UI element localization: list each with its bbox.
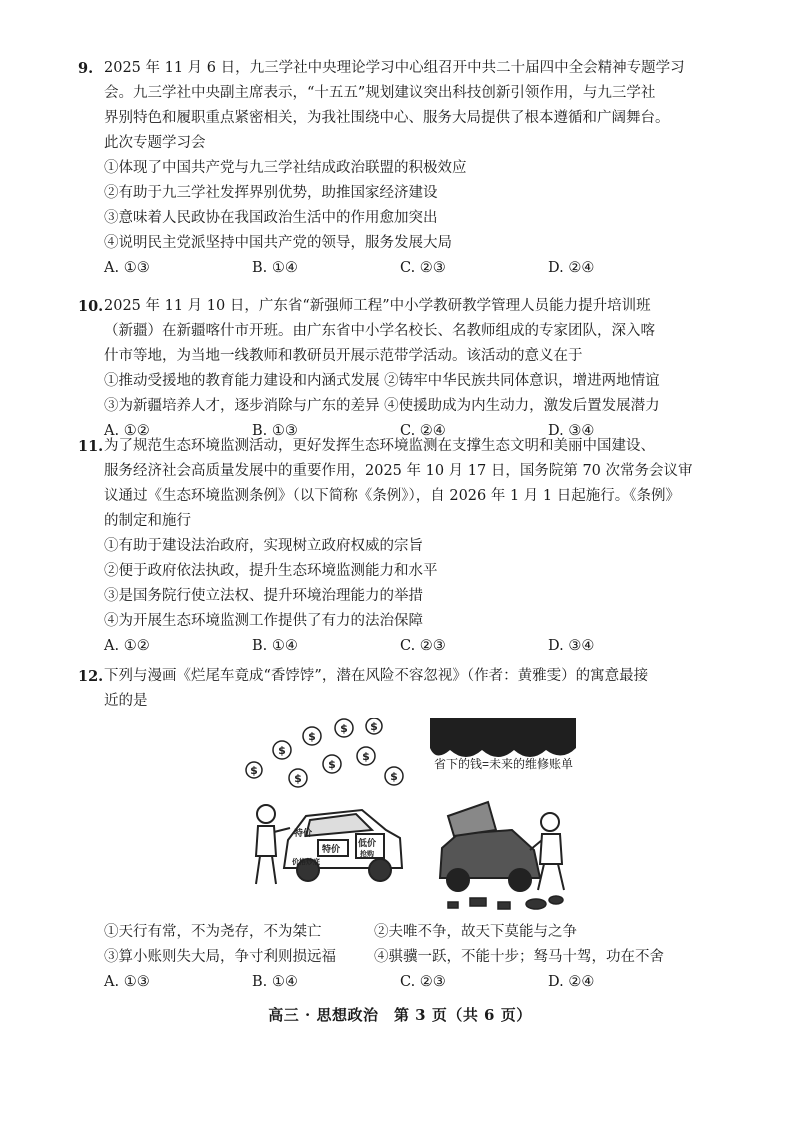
options-row xyxy=(104,970,704,995)
cartoon-caption: 省下的钱=未来的维修账单 xyxy=(434,757,574,771)
answer-item: ③算小账则失大局，争寸利则损远福 xyxy=(104,949,336,965)
answer-item-row xyxy=(104,945,704,970)
coin-shower xyxy=(246,718,403,787)
question-stem-line: 近的是 xyxy=(104,693,148,709)
option-c[interactable]: C. ②④ xyxy=(400,423,446,439)
question-stem-line: 界别特色和履职重点紧密相关，为我社围绕中心、服务大局提供了根本遵循和广阔舞台。 xyxy=(104,110,670,126)
coin-symbol: $ xyxy=(370,720,378,733)
scattered-car-parts xyxy=(448,896,563,909)
question-number: 12. xyxy=(78,668,104,685)
answer-item: ④说明民主党派坚持中国共产党的领导，服务发展大局 xyxy=(104,235,452,251)
options-row xyxy=(104,256,704,281)
option-d[interactable]: D. ②④ xyxy=(548,974,595,990)
question-stem-line: 2025 年 11 月 10 日，广东省“新强师工程”中小学教研教学管理人员能力提升培训班 xyxy=(104,298,651,314)
option-a[interactable]: A. ①② xyxy=(104,423,150,439)
question-stem-line: 此次专题学习会 xyxy=(104,135,206,151)
option-b[interactable]: B. ①③ xyxy=(252,423,298,439)
option-a[interactable]: A. ①③ xyxy=(104,974,150,990)
coin-symbol: $ xyxy=(390,770,398,783)
question-10 xyxy=(78,294,704,444)
answer-item: ②便于政府依法执政，提升生态环境监测能力和水平 xyxy=(104,563,438,579)
answer-item: ③是国务院行使立法权、提升环境治理能力的举措 xyxy=(104,588,423,604)
question-12 xyxy=(78,664,704,714)
coin-symbol: $ xyxy=(362,750,370,763)
question-11 xyxy=(78,434,704,659)
question-stem-line: 2025 年 11 月 6 日，九三学社中央理论学习中心组召开中共二十届四中全会精神专题学习 xyxy=(104,60,685,76)
option-c[interactable]: C. ②③ xyxy=(400,638,446,654)
answer-item: ①体现了中国共产党与九三学社结成政治联盟的积极效应 xyxy=(104,160,467,176)
question-stem-line: 什市等地，为当地一线教师和教研员开展示范带学活动。该活动的意义在于 xyxy=(104,348,583,364)
option-d[interactable]: D. ②④ xyxy=(548,260,595,276)
coin-symbol: $ xyxy=(250,764,258,777)
option-c[interactable]: C. ②③ xyxy=(400,974,446,990)
cartoon-illustration xyxy=(244,718,584,918)
option-d[interactable]: D. ③④ xyxy=(548,423,595,439)
answer-item: ④骐骥一跃，不能十步；驽马十驾，功在不舍 xyxy=(374,949,664,965)
question-stem-line: 下列与漫画《烂尾车竟成“香饽饽”，潜在风险不容忽视》（作者：黄雅雯）的寓意最接 xyxy=(104,668,649,684)
question-12-items xyxy=(104,920,704,995)
coin-symbol: $ xyxy=(340,722,348,735)
car-price-tag: 特价 xyxy=(322,844,341,854)
option-a[interactable]: A. ①② xyxy=(104,638,150,654)
answer-item: ③为新疆培养人才，逐步消除与广东的差异 ④使援助成为内生动力，激发后置发展潜力 xyxy=(104,398,660,414)
answer-item: ①推动受援地的教育能力建设和内涵式发展 ②铸牢中华民族共同体意识，增进两地情谊 xyxy=(104,373,660,389)
coin-symbol: $ xyxy=(328,758,336,771)
option-c[interactable]: C. ②③ xyxy=(400,260,446,276)
answer-item: ①天行有常，不为尧存，不为桀亡 xyxy=(104,924,322,940)
question-stem-line: 为了规范生态环境监测活动，更好发挥生态环境监测在支撑生态文明和美丽中国建设、 xyxy=(104,438,655,454)
option-a[interactable]: A. ①③ xyxy=(104,260,150,276)
answer-item: ④为开展生态环境监测工作提供了有力的法治保障 xyxy=(104,613,423,629)
option-b[interactable]: B. ①④ xyxy=(252,974,298,990)
happy-buyer-figure xyxy=(256,805,290,884)
question-stem-line: 议通过《生态环境监测条例》（以下简称《条例》），自 2026 年 1 月 1 日起施行。《条例》 xyxy=(104,488,681,504)
answer-item: ②有助于九三学社发挥界别优势，助推国家经济建设 xyxy=(104,185,438,201)
options-row xyxy=(104,634,704,659)
discount-car xyxy=(284,810,402,881)
page-footer: 高三 · 思想政治 第 3 页（共 6 页） xyxy=(268,1006,532,1024)
question-stem-line: （新疆）在新疆喀什市开班。由广东省中小学名校长、名教师组成的专家团队，深入喀 xyxy=(104,323,655,339)
question-9 xyxy=(78,56,704,281)
option-b[interactable]: B. ①④ xyxy=(252,638,298,654)
answer-item: ①有助于建设法治政府，实现树立政府权威的宗旨 xyxy=(104,538,423,554)
question-number: 9. xyxy=(78,60,94,77)
question-number: 11. xyxy=(78,438,104,455)
broken-down-car xyxy=(440,802,540,891)
question-stem-line: 会。九三学社中央副主席表示，“十五五”规划建议突出科技创新引领作用，与九三学社 xyxy=(104,85,656,101)
coin-symbol: $ xyxy=(278,744,286,757)
coin-symbol: $ xyxy=(294,772,302,785)
question-stem-line: 服务经济社会高质量发展中的重要作用，2025 年 10 月 17 日，国务院第 70 次常务会议审 xyxy=(104,463,693,479)
question-stem-line: 的制定和施行 xyxy=(104,513,191,529)
coin-symbol: $ xyxy=(308,730,316,743)
storm-cloud xyxy=(430,718,576,757)
answer-item-row xyxy=(104,920,704,945)
car-price-tag: 价格炒底 xyxy=(292,859,320,866)
question-number: 10. xyxy=(78,298,104,315)
option-d[interactable]: D. ③④ xyxy=(548,638,595,654)
answer-item: ③意味着人民政协在我国政治生活中的作用愈加突出 xyxy=(104,210,438,226)
answer-item: ②夫唯不争，故天下莫能与之争 xyxy=(374,924,577,940)
car-price-tag: 抢购 xyxy=(360,851,374,858)
car-price-tag: 低价 xyxy=(358,838,377,848)
option-b[interactable]: B. ①④ xyxy=(252,260,298,276)
car-price-tag: 特价 xyxy=(294,828,313,838)
